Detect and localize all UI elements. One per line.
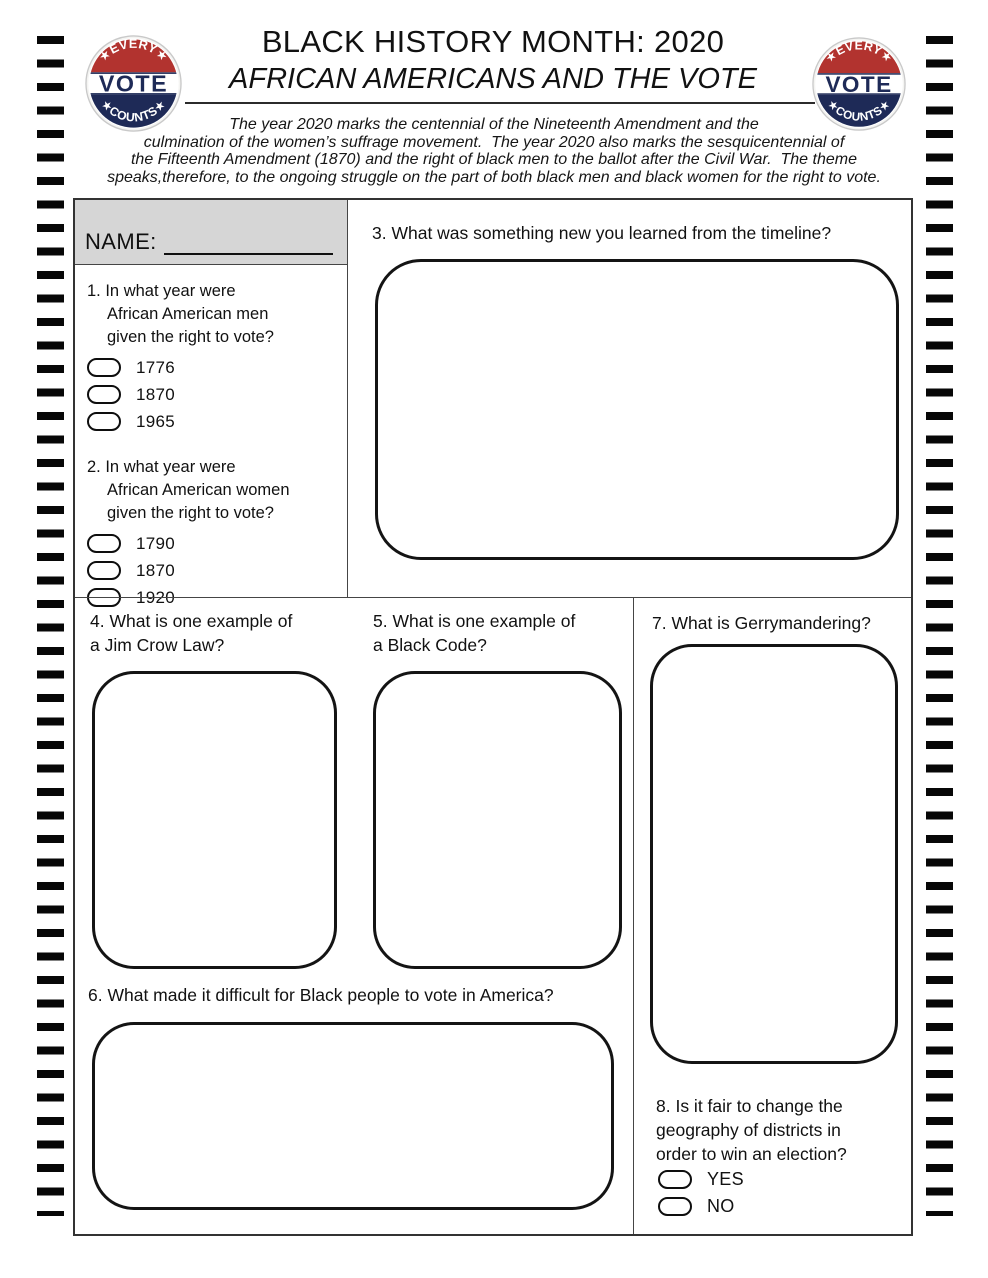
question-3-answer-box[interactable] — [375, 259, 899, 560]
question-7-label: 7. What is Gerrymandering? — [652, 613, 871, 633]
ballot-punch-marks-left — [37, 36, 64, 1216]
option-row — [87, 412, 341, 431]
option-row — [87, 358, 341, 377]
answer-bubble-q1-1870[interactable] — [87, 385, 121, 404]
badge-bottom-text: ★COUNTS★ — [98, 96, 169, 125]
question-5-answer-box[interactable] — [373, 671, 622, 969]
questions-4-5-6-cell — [75, 597, 634, 1234]
question-8-label: 8. Is it fair to change the geography of districts in order to win an election? — [656, 1096, 847, 1164]
question-4-label: 4. What is one example of a Jim Crow Law? — [90, 611, 293, 655]
option-row — [87, 561, 341, 580]
name-input-line[interactable] — [164, 233, 333, 255]
intro-paragraph — [0, 116, 988, 186]
badge-vote-text: VOTE — [98, 70, 169, 97]
question-1-label: 1. In what year were African American men given the right to vote? — [87, 282, 274, 346]
page-subtitle: AFRICAN AMERICANS AND THE VOTE — [229, 63, 757, 95]
question-2-label: 2. In what year were African American women given the right to vote? — [87, 458, 290, 522]
question-4-answer-box[interactable] — [92, 671, 337, 969]
intro-line: the Fifteenth Amendment (1870) and the right of black men to the ballot after the Civil War. The theme — [130, 151, 857, 169]
intro-line: The year 2020 marks the centennial of the Nineteenth Amendment and the — [229, 116, 759, 133]
option-label: 1776 — [136, 357, 176, 377]
questions-7-8-cell — [634, 597, 911, 1234]
intro-line: speaks,therefore, to the ongoing struggle on the part of both black men and black women for the right to vote. — [107, 168, 881, 186]
badge-bottom-text: ★COUNTS★ — [824, 97, 894, 124]
header-rule — [185, 102, 815, 104]
questions-1-2-cell — [75, 265, 348, 607]
header — [155, 24, 831, 104]
answer-bubble-q1-1965[interactable] — [87, 412, 121, 431]
question-1-options — [87, 358, 341, 431]
question-8-options — [658, 1170, 744, 1224]
option-row — [658, 1170, 744, 1189]
option-label: YES — [707, 1169, 744, 1189]
name-label: NAME: — [85, 229, 157, 254]
badge-top-text: ★EVERY★ — [95, 36, 172, 65]
question-6-answer-box[interactable] — [92, 1022, 614, 1210]
worksheet-grid — [73, 198, 913, 1236]
answer-bubble-q8-no[interactable] — [658, 1197, 692, 1216]
badge-vote-text: VOTE — [825, 71, 893, 97]
badge-top-text: ★EVERY★ — [822, 38, 896, 66]
option-label: 1790 — [136, 533, 176, 553]
intro-line: culmination of the women’s suffrage movement. The year 2020 also marks the sesquicentennial of — [143, 133, 845, 151]
answer-bubble-q8-yes[interactable] — [658, 1170, 692, 1189]
answer-bubble-q1-1776[interactable] — [87, 358, 121, 377]
ballot-punch-marks-right — [926, 36, 953, 1216]
option-label: 1965 — [136, 411, 176, 431]
option-label: NO — [707, 1196, 735, 1216]
name-section — [75, 200, 348, 265]
option-label: 1870 — [136, 560, 176, 580]
answer-bubble-q2-1790[interactable] — [87, 534, 121, 553]
question-3-label: 3. What was something new you learned from the timeline? — [372, 223, 832, 243]
page-title: BLACK HISTORY MONTH: 2020 — [261, 24, 725, 59]
option-label: 1920 — [136, 587, 176, 607]
option-row — [87, 534, 341, 553]
answer-bubble-q2-1870[interactable] — [87, 561, 121, 580]
question-6-label: 6. What made it difficult for Black people to vote in America? — [88, 985, 554, 1005]
option-label: 1870 — [136, 384, 176, 404]
option-row — [658, 1197, 744, 1216]
question-5-label: 5. What is one example of a Black Code? — [373, 611, 576, 655]
question-3-cell — [348, 200, 911, 597]
question-7-answer-box[interactable] — [650, 644, 898, 1064]
option-row — [87, 385, 341, 404]
